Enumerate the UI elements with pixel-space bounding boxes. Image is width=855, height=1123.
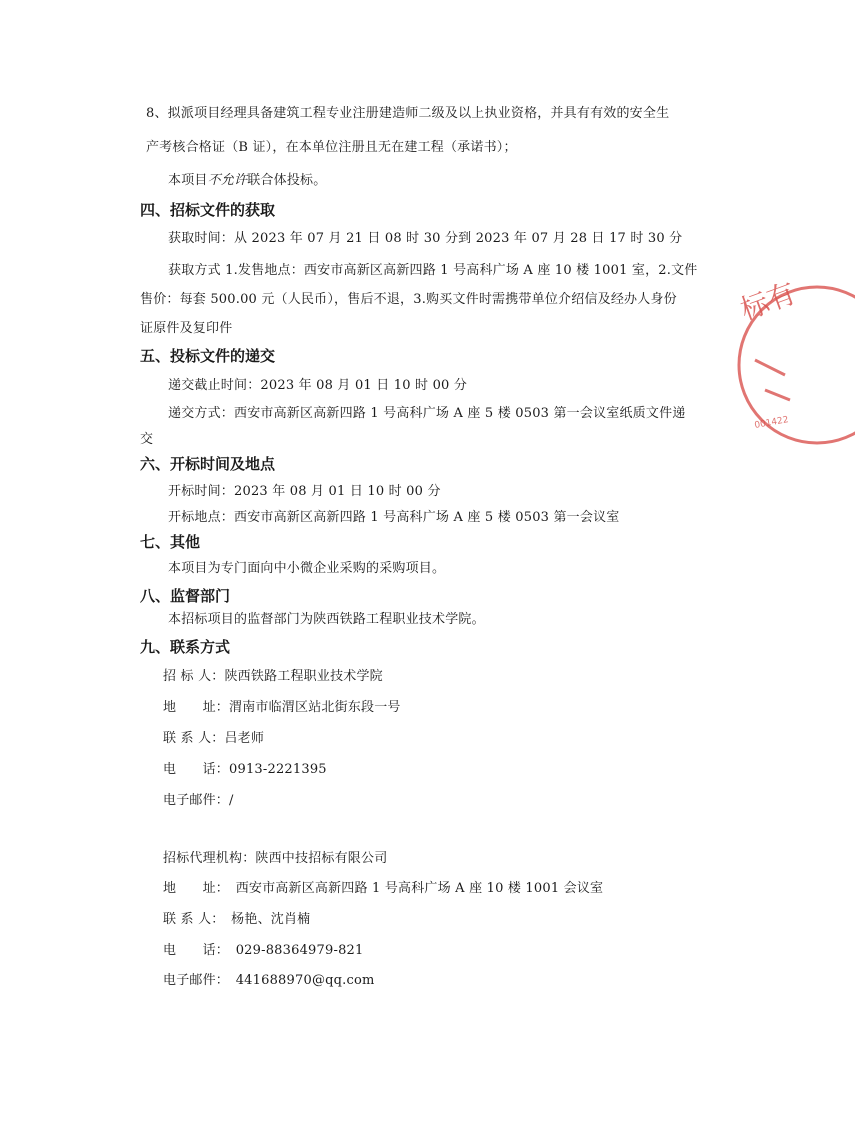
opening-place: 开标地点：西安市高新区高新四路 1 号高科广场 A 座 5 楼 0503 第一会议室: [168, 510, 620, 525]
agency-email: 电子邮件： 441688970@qq.com: [163, 973, 375, 988]
section-8-heading: 八、监督部门: [140, 587, 231, 605]
other-note: 本项目为专门面向中小微企业采购的采购项目。: [168, 561, 446, 576]
opening-time: 开标时间：2023 年 08 月 01 日 10 时 00 分: [168, 484, 441, 499]
agency-phone: 电 话： 029-88364979-821: [163, 943, 364, 958]
tenderer-address: 地 址：渭南市临渭区站北街东段一号: [163, 700, 401, 715]
doc-obtain-method-line-3: 证原件及复印件: [140, 321, 233, 336]
qualification-item-8-line-1: 8、拟派项目经理具备建筑工程专业注册建造师二级及以上执业资格，并具有有效的安全生: [146, 106, 670, 121]
section-6-heading: 六、开标时间及地点: [140, 455, 276, 473]
doc-obtain-method-line-2: 售价：每套 500.00 元（人民币），售后不退，3.购买文件时需携带单位介绍信及经办人身份: [140, 292, 677, 307]
consortium-emphasis: 不允许: [207, 173, 248, 188]
seal-graphic: [735, 276, 855, 450]
agency-name: 招标代理机构：陕西中技招标有限公司: [163, 851, 388, 866]
tenderer-phone: 电 话：0913-2221395: [163, 762, 327, 777]
consortium-suffix: 联合体投标。: [247, 173, 327, 188]
agency-contact: 联 系 人： 杨艳、沈肖楠: [163, 912, 311, 927]
red-seal-stamp: [735, 276, 855, 450]
svg-text:001422: 001422: [753, 415, 790, 431]
section-9-heading: 九、联系方式: [140, 638, 231, 656]
tenderer-name: 招 标 人：陕西铁路工程职业技术学院: [163, 669, 383, 684]
section-4-heading: 四、招标文件的获取: [140, 201, 276, 219]
supervision-note: 本招标项目的监督部门为陕西铁路工程职业技术学院。: [168, 612, 485, 627]
qualification-item-8-line-2: 产考核合格证（B 证），在本单位注册且无在建工程（承诺书）；: [146, 140, 517, 155]
bid-submit-method-line-1: 递交方式：西安市高新区高新四路 1 号高科广场 A 座 5 楼 0503 第一会议室纸质文件递: [168, 406, 686, 421]
consortium-statement: [168, 172, 326, 190]
bid-submit-method-line-2: 交: [140, 432, 154, 447]
section-5-heading: 五、投标文件的递交: [140, 347, 276, 365]
agency-address: 地 址： 西安市高新区高新四路 1 号高科广场 A 座 10 楼 1001 会议室: [163, 881, 604, 896]
consortium-prefix: 本项目: [168, 173, 208, 188]
tenderer-contact: 联 系 人：吕老师: [163, 731, 265, 746]
doc-obtain-method-line-1: 获取方式 1.发售地点：西安市高新区高新四路 1 号高科广场 A 座 10 楼 1001 室，2.文件: [168, 263, 698, 278]
svg-text:标有: 标有: [736, 276, 801, 327]
bid-deadline: 递交截止时间：2023 年 08 月 01 日 10 时 00 分: [168, 378, 468, 393]
doc-obtain-time: 获取时间：从 2023 年 07 月 21 日 08 时 30 分到 2023 年 07 月 28 日 17 时 30 分: [168, 231, 683, 246]
tenderer-email: 电子邮件：/: [163, 793, 234, 808]
section-7-heading: 七、其他: [140, 533, 201, 551]
